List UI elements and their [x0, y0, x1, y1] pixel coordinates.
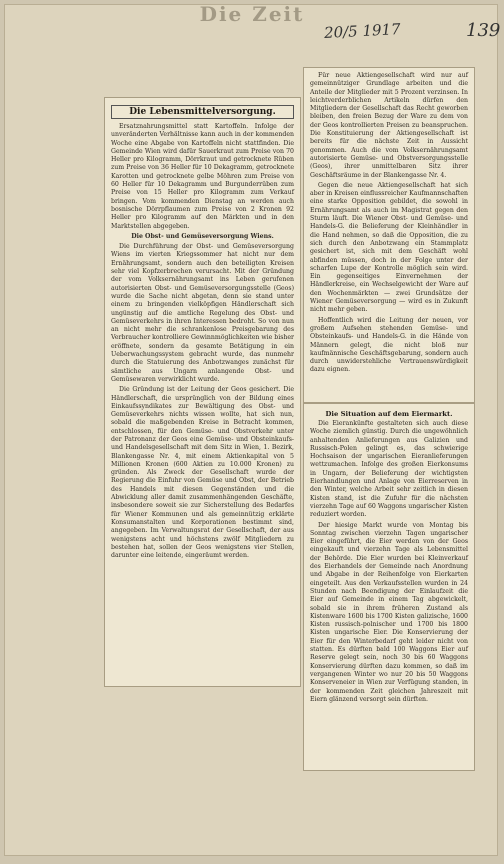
article-title: Die Lebensmittelversorgung. — [111, 105, 294, 119]
newspaper-masthead: Die Zeit — [199, 2, 305, 26]
clipping-egg-market — [303, 403, 475, 771]
clipping-food-supply — [104, 97, 301, 687]
article-paragraph: Der hiesige Markt wurde von Montag bis Sonntag zwischen vierzehn Tagen ungarischer Eier eingeführt, die Eier werden von der Geos eingekauft und vierzehn Tage als Lebensmittel der Behörde. Die Eier wurden bei Kleinverkauf des Eierhandels der Gemeinde nach Anordnung und Abgabe in der Reihenfolge von Eierkarten eingeteilt. Aus den Verkaufsstellen wurden in 24 Stunden nach Beendigung der Einlaufzeit die Eier auf Gemeinde in einem Tag abgewickelt, sobald sie in ihrem früheren Zustand als Kistenware 1600 bis 1700 Kisten galizische, 1600 Kisten russisch-polnischer und 1700 bis 1800 Kisten ungarische Eier. Die Konservierung der Eier für den Winterbedarf geht leider nicht von statten. Es dürften bald 100 Waggons Eier auf Reserve gelegt sein, noch 30 bis 60 Waggons Konservierung dürften dazu kommen, so daß im vergangenen Winter wo nur 20 bis 50 Waggons Konserveneier in Wien zur Verfügung standen, in der kommenden Zeit gleichen Jahreszeit mit Eiern glänzend versorgt sein dürften. — [310, 521, 468, 703]
article-paragraph: Ersatznahrungsmittel statt Kartoffeln. Infolge der unveränderten Verhältnisse kann auch in der kommenden Woche eine Abgabe von Kartoffeln nicht stattfinden. Die Gemeinde Wien wird dafür Sauerkraut zum Preise von 70 Heller pro Kilogramm, Dörrkraut und getrocknete Rüben zum Preise von 36 Heller für 10 Dekagramm, getrocknete Karotten und getrocknete gelbe Möhren zum Preise von 60 Heller für 10 Dekagramm und Burgunderrüben zum Preise von 15 Heller pro Kilogramm zum Verkauf bringen. Vom kommenden Dienstag an werden auch bosnische Dörrpflaumen zum Preise von 2 Kronen 92 Heller pro Kilogramm auf den Märkten und in den Marktstellen abgegeben. — [111, 123, 294, 230]
article-paragraph: Die Gründung ist der Leitung der Geos gesichert. Die Händlerschaft, die ursprünglich von der Bildung eines Einkaufssyndikates zur Bewältigung des Obst- und Gemüseverkehrs nichts wissen wollte, hat sich nun, sobald die maßgebenden Kreise in Betracht kommen, entschlossen, für den Gemüse- und Obstverkehr unter der Patronanz der Geos eine Gemüse- und Obsteinkaufs- und Handelsgesellschaft mit dem Sitz in Wien, 1. Bezirk, Blankengasse Nr. 4, mit einem Aktienkapital von 5 Millionen Kronen (600 Aktien zu 10.000 Kronen) zu gründen. Als Zweck der Gesellschaft wurde der Regierung die Einfuhr von Gemüse und Obst, der Betrieb des Handels mit diesen Gegenständen und die Abwicklung aller damit zusammenhängenden Geschäfte, insbesondere soweit sie zur Sicherstellung des Bedarfes für Wiener Kommunen und als gemeinnützig erklärte Konsumanstalten und Korporationen bestimmt sind, angegeben. Im Verwaltungsrat der Gesellschaft, der aus wenigstens acht und höchstens zwölf Mitgliedern zu bestehen hat, sollen der Geos wenigstens vier Stellen, darunter eine leitende, eingeräumt werden. — [111, 386, 294, 560]
clipping-company-continued — [303, 67, 475, 403]
section-heading: Die Situation auf dem Eiermarkt. — [325, 410, 453, 418]
section-subtitle: Die Obst- und Gemüseversorgung Wiens. — [131, 232, 274, 240]
article-paragraph: Hoffentlich wird die Leitung der neuen, vor großem Aufsehen stehenden Gemüse- und Obsteinkaufs- und Handels-G. in die Hände von Männern gelegt, die nicht bloß nur kaufmännische Geschäftsgebarung, sondern auch durch unwiderstehliche Vertrauenswürdigkeit dazu eignen. — [310, 316, 468, 374]
handwritten-page-number: 139 — [466, 20, 501, 41]
article-paragraph: Für neue Aktiengesellschaft wird nur auf gemeinnütziger Grundlage arbeiten und die Anteile der Mitglieder mit 5 Prozent verzinsen. In leichtverderblichen Artikeln dürfen den Mitgliedern der Gesellschaft das Recht geworben bleiben, den freien Bezug der Ware zu dem von der Geos kontrollierten Preisen zu beanspruchen. Die Konstituierung der Aktiengesellschaft ist bereits für die nächste Zeit in Aussicht genommen. Auch die vom Volksernährungsamt autorisierte Gemüse- und Obstversorgungsstelle (Geos), ihrer unmittelbaren Sitz ihrer Geschäftsräume in der Blankengasse Nr. 4. — [310, 72, 468, 179]
handwritten-date: 20/5 1917 — [323, 20, 402, 42]
article-paragraph: Gegen die neue Aktiengesellschaft hat sich aber in Kreisen einflussreicher Kaufmannschaften eine starke Opposition gebildet, die sowohl in Ernährungsamt als auch im Magistrat gegen den Sturm läuft. Die Wiener Obst- und Gemüse- und Handels-G. die Belieferung der Kleinhändler in die Hand nehmen, so daß die Opposition, die zu sich durch den Anbotzwang ein Stammplatz gesichert ist, sich mit dem Geschäft wohl abfinden müssen, doch in der Folge unter der scharfen Lupe der Kontrolle möglich sein wird. Ein gegenseitiges Einvernehmen der Händlerkreise, ein Wechselgewicht der Ware auf den Wochenmärkten — zwei Grundsätze der Wiener Gemüseversorgung — wird es in Zukunft nicht mehr geben. — [310, 181, 468, 314]
article-paragraph: Die Eierankünfte gestalteten sich auch diese Woche ziemlich günstig. Durch die ungewöhnlich anhaltenden Anlieferungen aus Galizien und Russisch-Polen gelingt es, das schwierige Hochsaison der ungarischen Eieranlieferungen wettzumachen. Infolge des großen Eierkonsums in Ungarn, der Belieferung der wichtigsten Eierhandlungen und Anlage von Eierreserven in den Winter, welche Arbeit sehr zeitlich in diesen Kisten stand, ist die Zufuhr für die nächsten vierzehn Tage auf 60 Waggons ungarischer Kisten reduziert worden. — [310, 420, 468, 519]
article-paragraph: Die Durchführung der Obst- und Gemüseversorgung Wiens im vierten Kriegssommer hat nicht nur dem Ernährungsamt, sondern auch den beteiligten Kreisen sehr viel Kopfzerbrechen verursacht. Mit der Gründung der vom Volksernährungsamt ins Leben gerufenen autorisierten Obst- und Gemüseversorgungsstelle (Geos) wurde die Sache nicht abgetan, denn sie stand unter einem zu bringenden vielköpfigen Händlerschaft sich ungünstig auf die amtliche Regelung des Obst- und Gemüseverkehrs in ihren Interessen bedroht. So von nun an nicht mehr die schrankenlose Preisgebarung des Verbraucher kontrolliere Gewinnmöglichkeiten wie bisher eröffnete, sondern da gesamte Betätigung in ein Ueberwachungssystem gebracht wurde, das nunmehr durch die Statuierung des Anbotzwanges zunächst für sämtliche aus Ungarn anlangende Obst- und Gemüsewaren verwirklicht wurde. — [111, 243, 294, 383]
